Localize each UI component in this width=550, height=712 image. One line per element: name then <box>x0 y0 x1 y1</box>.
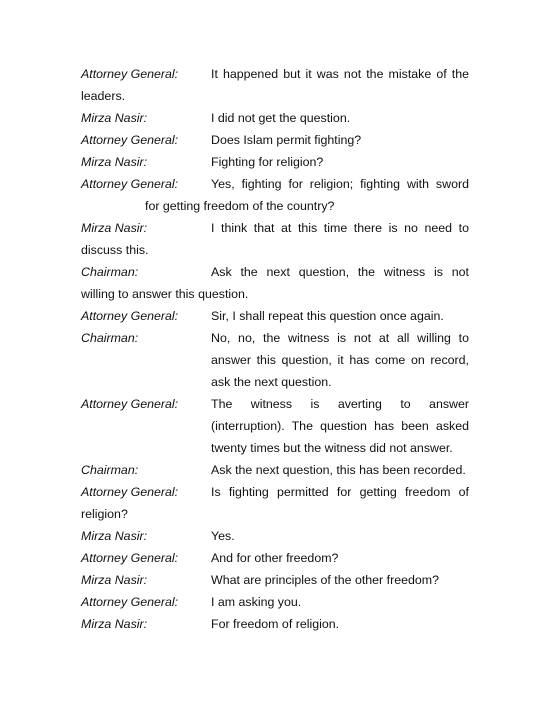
dialogue-line <box>81 107 469 129</box>
speech-text: Yes. <box>211 529 235 543</box>
dialogue-hanging-line <box>81 371 469 393</box>
speech-text: Ask the next question, the witness is not <box>211 265 469 279</box>
speaker-name: Attorney General: <box>81 397 179 411</box>
dialogue-hanging-line <box>81 415 469 437</box>
speaker-name: Chairman: <box>81 463 139 477</box>
speech-text: And for other freedom? <box>211 551 339 565</box>
speech-text: No, no, the witness is not at all willing to <box>211 331 469 345</box>
speech-text: It happened but it was not the mistake of the <box>211 67 469 81</box>
dialogue-continuation <box>81 239 469 261</box>
speech-text: Is fighting permitted for getting freedom of <box>211 485 469 499</box>
speech-text: Does Islam permit fighting? <box>211 133 362 147</box>
speaker-name: Mirza Nasir: <box>81 573 148 587</box>
dialogue-line <box>81 63 469 85</box>
dialogue-line <box>81 129 469 151</box>
dialogue-line <box>81 393 469 415</box>
speaker-name: Mirza Nasir: <box>81 155 148 169</box>
speech-text: What are principles of the other freedom? <box>211 573 439 587</box>
speaker-name: Attorney General: <box>81 67 179 81</box>
speech-text: leaders. <box>81 89 126 103</box>
dialogue-line <box>81 327 469 349</box>
speaker-name: Attorney General: <box>81 309 179 323</box>
dialogue-continuation <box>81 283 469 305</box>
dialogue-line <box>81 151 469 173</box>
speech-text: willing to answer this question. <box>81 287 249 301</box>
speech-text: answer this question, it has come on record, <box>211 353 469 367</box>
dialogue-hanging-line <box>81 349 469 371</box>
dialogue-line <box>81 613 469 635</box>
dialogue-line <box>81 481 469 503</box>
dialogue-continuation <box>81 503 469 525</box>
speech-text: I did not get the question. <box>211 111 351 125</box>
speaker-name: Attorney General: <box>81 177 179 191</box>
speech-text: twenty times but the witness did not answer. <box>211 441 453 455</box>
dialogue-continuation <box>81 195 469 217</box>
speech-text: religion? <box>81 507 128 521</box>
dialogue-hanging-line <box>81 437 469 459</box>
speech-text: Ask the next question, this has been recorded. <box>211 463 466 477</box>
dialogue-line <box>81 305 469 327</box>
speech-text: Fighting for religion? <box>211 155 324 169</box>
speaker-name: Mirza Nasir: <box>81 221 148 235</box>
speaker-name: Chairman: <box>81 331 139 345</box>
dialogue-continuation <box>81 85 469 107</box>
speech-text: I think that at this time there is no need to <box>211 221 469 235</box>
speaker-name: Attorney General: <box>81 551 179 565</box>
speech-text: I am asking you. <box>211 595 302 609</box>
speaker-name: Attorney General: <box>81 485 179 499</box>
dialogue-line <box>81 217 469 239</box>
speech-text: The witness is averting to answer <box>211 397 469 411</box>
dialogue-line <box>81 591 469 613</box>
dialogue-line <box>81 547 469 569</box>
speech-text: For freedom of religion. <box>211 617 340 631</box>
speech-text: Sir, I shall repeat this question once again. <box>211 309 444 323</box>
dialogue-line <box>81 525 469 547</box>
speaker-name: Mirza Nasir: <box>81 529 148 543</box>
speaker-name: Mirza Nasir: <box>81 111 148 125</box>
speaker-name: Chairman: <box>81 265 139 279</box>
speech-text: discuss this. <box>81 243 149 257</box>
speaker-name: Attorney General: <box>81 595 179 609</box>
transcript <box>81 63 469 635</box>
speech-text: ask the next question. <box>211 375 332 389</box>
dialogue-line <box>81 261 469 283</box>
speech-text: Yes, fighting for religion; fighting with sword <box>211 177 469 191</box>
speech-text: (interruption). The question has been asked <box>211 419 469 433</box>
speaker-name: Attorney General: <box>81 133 179 147</box>
dialogue-line <box>81 173 469 195</box>
speaker-name: Mirza Nasir: <box>81 617 148 631</box>
dialogue-line <box>81 569 469 591</box>
dialogue-line <box>81 459 469 481</box>
speech-text: for getting freedom of the country? <box>145 199 335 213</box>
